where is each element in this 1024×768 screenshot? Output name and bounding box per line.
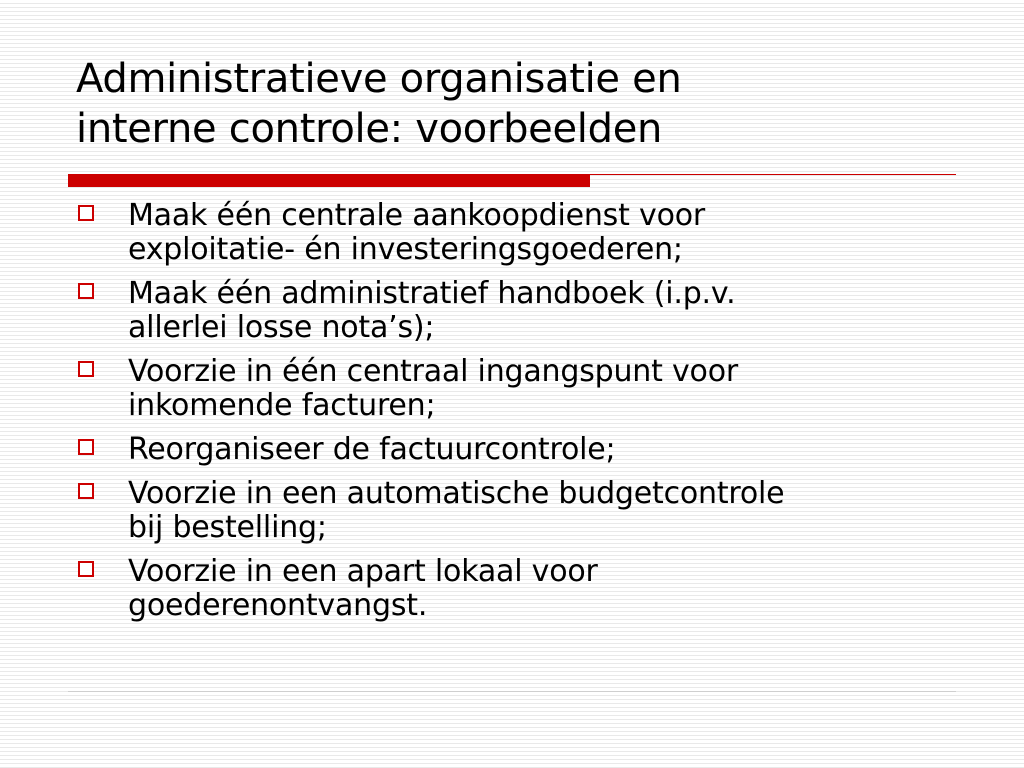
bullet-item bbox=[76, 477, 966, 545]
slide-title-line: Administratieve organisatie en bbox=[76, 56, 682, 102]
bullet-item bbox=[76, 555, 966, 623]
bullet-text bbox=[128, 433, 966, 467]
bullet-line: exploitatie- én investeringsgoederen; bbox=[128, 232, 683, 267]
bullet-line: bij bestelling; bbox=[128, 510, 327, 545]
bullet-item bbox=[76, 355, 966, 423]
bullet-item bbox=[76, 277, 966, 345]
hollow-square-icon bbox=[78, 361, 94, 377]
bullet-text bbox=[128, 555, 966, 623]
hollow-square-icon bbox=[78, 283, 94, 299]
hollow-square-icon bbox=[78, 205, 94, 221]
bullet-text bbox=[128, 199, 966, 267]
bullet-line: Reorganiseer de factuurcontrole; bbox=[128, 432, 616, 467]
bullet-item bbox=[76, 433, 966, 467]
bullet-line: allerlei losse nota’s); bbox=[128, 310, 435, 345]
bullet-line: Maak één administratief handboek (i.p.v. bbox=[128, 276, 736, 311]
title-divider-line bbox=[590, 174, 956, 175]
title-divider bbox=[68, 174, 956, 187]
bullet-line: goederenontvangst. bbox=[128, 588, 428, 623]
bullet-text bbox=[128, 277, 966, 345]
bullet-line: Voorzie in een apart lokaal voor bbox=[128, 554, 598, 589]
hollow-square-icon bbox=[78, 483, 94, 499]
title-divider-accent bbox=[68, 174, 590, 187]
hollow-square-icon bbox=[78, 439, 94, 455]
hollow-square-icon bbox=[78, 561, 94, 577]
footer-divider bbox=[68, 691, 956, 692]
slide-title-line: interne controle: voorbeelden bbox=[76, 106, 663, 152]
bullet-line: Voorzie in een automatische budgetcontrole bbox=[128, 476, 785, 511]
bullet-list bbox=[76, 199, 966, 633]
slide-title bbox=[76, 54, 976, 154]
bullet-item bbox=[76, 199, 966, 267]
bullet-line: Maak één centrale aankoopdienst voor bbox=[128, 198, 706, 233]
bullet-text bbox=[128, 477, 966, 545]
bullet-text bbox=[128, 355, 966, 423]
bullet-line: Voorzie in één centraal ingangspunt voor bbox=[128, 354, 738, 389]
bullet-line: inkomende facturen; bbox=[128, 388, 436, 423]
